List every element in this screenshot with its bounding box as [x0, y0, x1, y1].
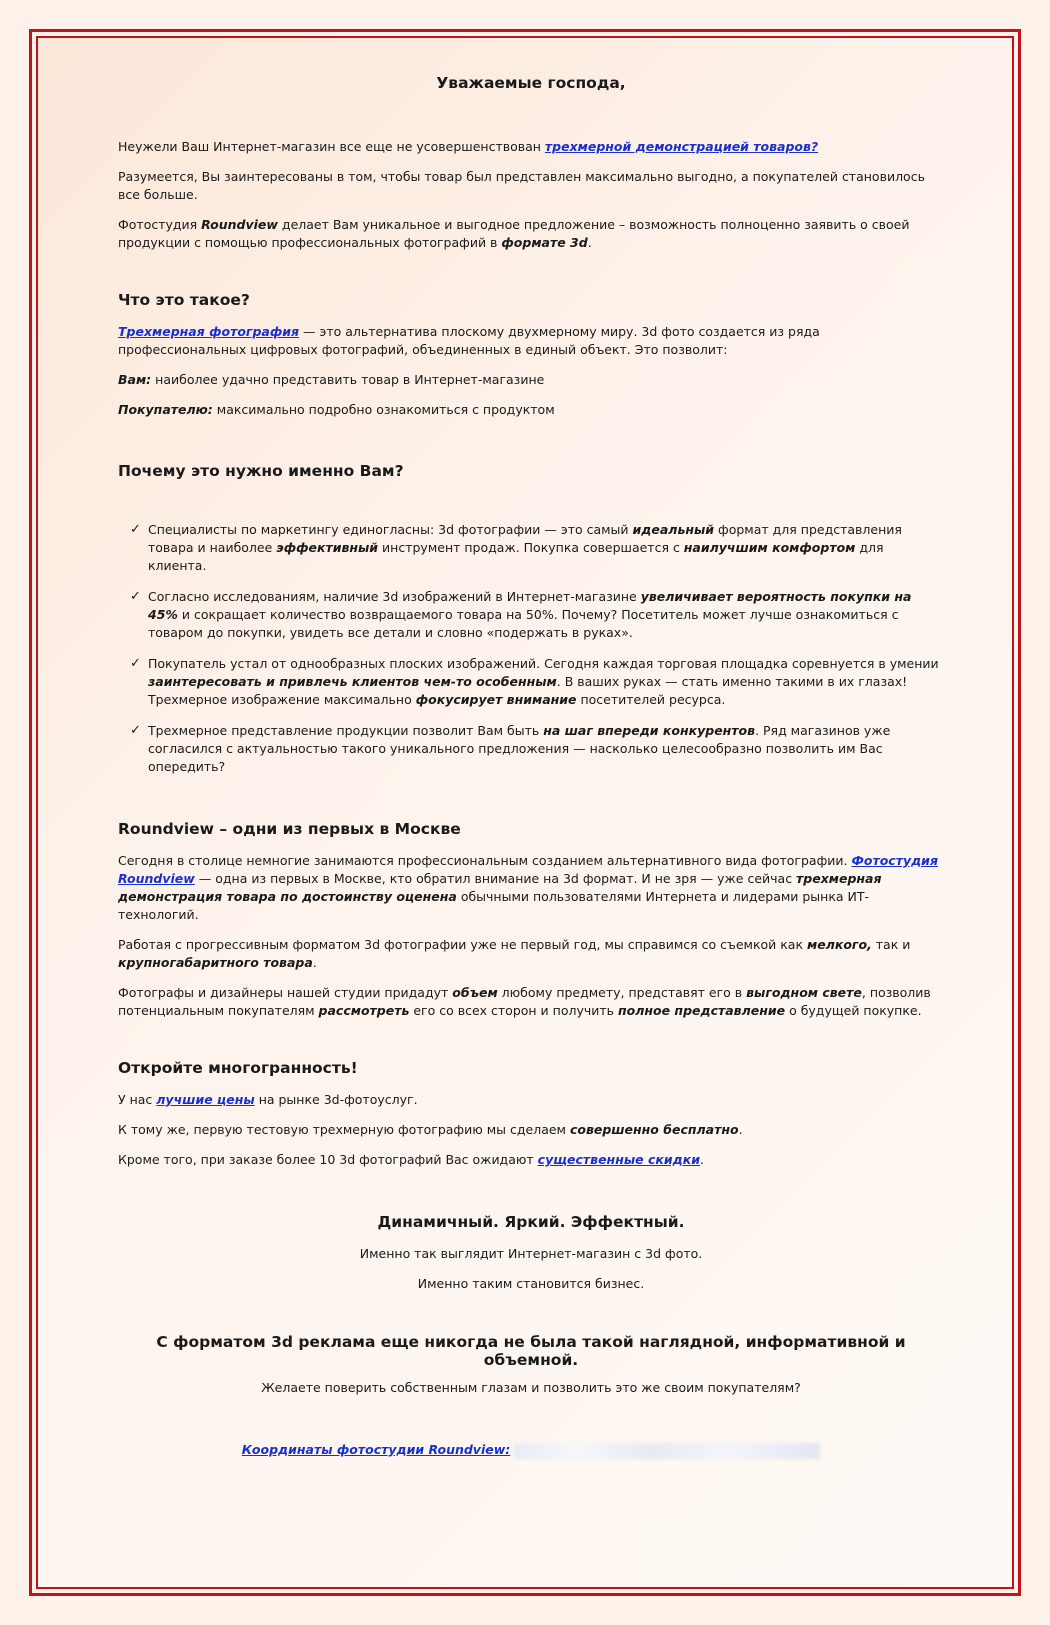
closing-line-2: Именно таким становится бизнес.	[417, 1276, 645, 1291]
studio-link[interactable]: Фотостудия Roundview	[118, 853, 938, 886]
closing-line-1: Именно так выглядит Интернет-магазин с 3d фото.	[359, 1246, 703, 1261]
open-paragraph-3: Кроме того, при заказе более 10 3d фотографий Вас ожидают существенные скидки.	[118, 1152, 704, 1167]
intro-paragraph-2: Разумеется, Вы заинтересованы в том, чтобы товар был представлен максимально выгодно, а покупателей становилось все больше.	[118, 169, 925, 202]
section-heading-first: Roundview – одни из первых в Москве	[118, 820, 461, 838]
open-paragraph-2: К тому же, первую тестовую трехмерную фотографию мы сделаем совершенно бесплатно.	[118, 1122, 743, 1137]
redacted-contact-info	[514, 1443, 820, 1459]
contact-line	[118, 1441, 944, 1459]
section-heading-why: Почему это нужно именно Вам?	[118, 462, 404, 480]
list-item: ✓ Покупатель устал от однообразных плоских изображений. Сегодня каждая торговая площадка соревнуется в умении заинтересовать и привлечь клиентов чем-то особенным. В ваших руках — стать именно такими в их глазах! Трехмерное изображение максимально фокусирует внимание посетителей ресурса.	[130, 656, 939, 707]
first-paragraph-2: Работая с прогрессивным форматом 3d фотографии уже не первый год, мы справимся со съемкой как мелкого, так и крупногабаритного товара.	[118, 937, 911, 970]
3d-photo-link[interactable]: Трехмерная фотография	[118, 324, 300, 339]
discounts-link[interactable]: существенные скидки	[537, 1152, 700, 1167]
intro-paragraph-1: Неужели Ваш Интернет-магазин все еще не усовершенствован трехмерной демонстрацией товаров?	[118, 139, 819, 154]
brand-name: Roundview	[201, 217, 278, 232]
best-prices-link[interactable]: лучшие цены	[156, 1092, 255, 1107]
reasons-list	[118, 521, 944, 776]
open-paragraph-1: У нас лучшие цены на рынке 3d-фотоуслуг.	[118, 1092, 418, 1107]
slogan: Динамичный. Яркий. Эффектный.	[377, 1213, 685, 1231]
list-item: ✓ Трехмерное представление продукции позволит Вам быть на шаг впереди конкурентов. Ряд магазинов уже согласился с актуальностью такого уникального предложения — насколько целесообразно позволить им Вас опередить?	[130, 723, 891, 774]
first-paragraph-3: Фотографы и дизайнеры нашей студии придадут объем любому предмету, представят его в выгодном свете, позволив потенциальным покупателям рассмотреть его со всех сторон и получить полное представление о будущей покупке.	[118, 985, 931, 1018]
benefit-you: Вам: наиболее удачно представить товар в Интернет-магазине	[118, 372, 545, 387]
letter-content	[118, 74, 944, 1471]
intro-paragraph-3: Фотостудия Roundview делает Вам уникальное и выгодное предложение – возможность полноценно заявить о своей продукции с помощью профессиональных фотографий в формате 3d.	[118, 217, 910, 250]
checkmark-icon: ✓	[130, 522, 141, 537]
list-item: ✓ Согласно исследованиям, наличие 3d изображений в Интернет-магазине увеличивает вероятность покупки на 45% и сокращает количество возвращаемого товара на 50%. Почему? Посетитель может лучше ознакомиться с товаром до покупки, увидеть все детали и словно «подержать в руках».	[130, 589, 912, 640]
what-paragraph: Трехмерная фотография — это альтернатива плоскому двухмерному миру. 3d фото создается из ряда профессиональных цифровых фотографий, объединенных в единый объект. Это позволит:	[118, 324, 820, 357]
section-heading-open: Откройте многогранность!	[118, 1059, 358, 1077]
checkmark-icon: ✓	[130, 723, 141, 738]
checkmark-icon: ✓	[130, 589, 141, 604]
contact-link[interactable]: Координаты фотостудии Roundview:	[241, 1442, 511, 1457]
list-item: ✓ Специалисты по маркетингу единогласны: 3d фотографии — это самый идеальный формат для представления товара и наиболее эффективный инструмент продаж. Покупка совершается с наилучшим комфортом для клиента.	[130, 522, 902, 573]
closing-question: Желаете поверить собственным глазам и позволить это же своим покупателям?	[261, 1380, 801, 1395]
3d-demo-link[interactable]: трехмерной демонстрацией товаров?	[544, 139, 819, 154]
section-heading-what: Что это такое?	[118, 291, 250, 309]
first-paragraph-1: Сегодня в столице немногие занимаются профессиональным созданием альтернативного вида фотографии. Фотостудия Roundview — одна из первых в Москве, кто обратил внимание на 3d формат. И не зря — уже сейчас трехмерная демонстрация товара по достоинству оценена обычными пользователями Интернета и лидерами рынка ИТ-технологий.	[118, 853, 938, 922]
closing-headline: С форматом 3d реклама еще никогда не была такой наглядной, информативной и объемной.	[156, 1333, 906, 1369]
benefit-buyer: Покупателю: максимально подробно ознакомиться с продуктом	[118, 402, 555, 417]
checkmark-icon: ✓	[130, 656, 141, 671]
letter-title: Уважаемые господа,	[436, 74, 626, 92]
